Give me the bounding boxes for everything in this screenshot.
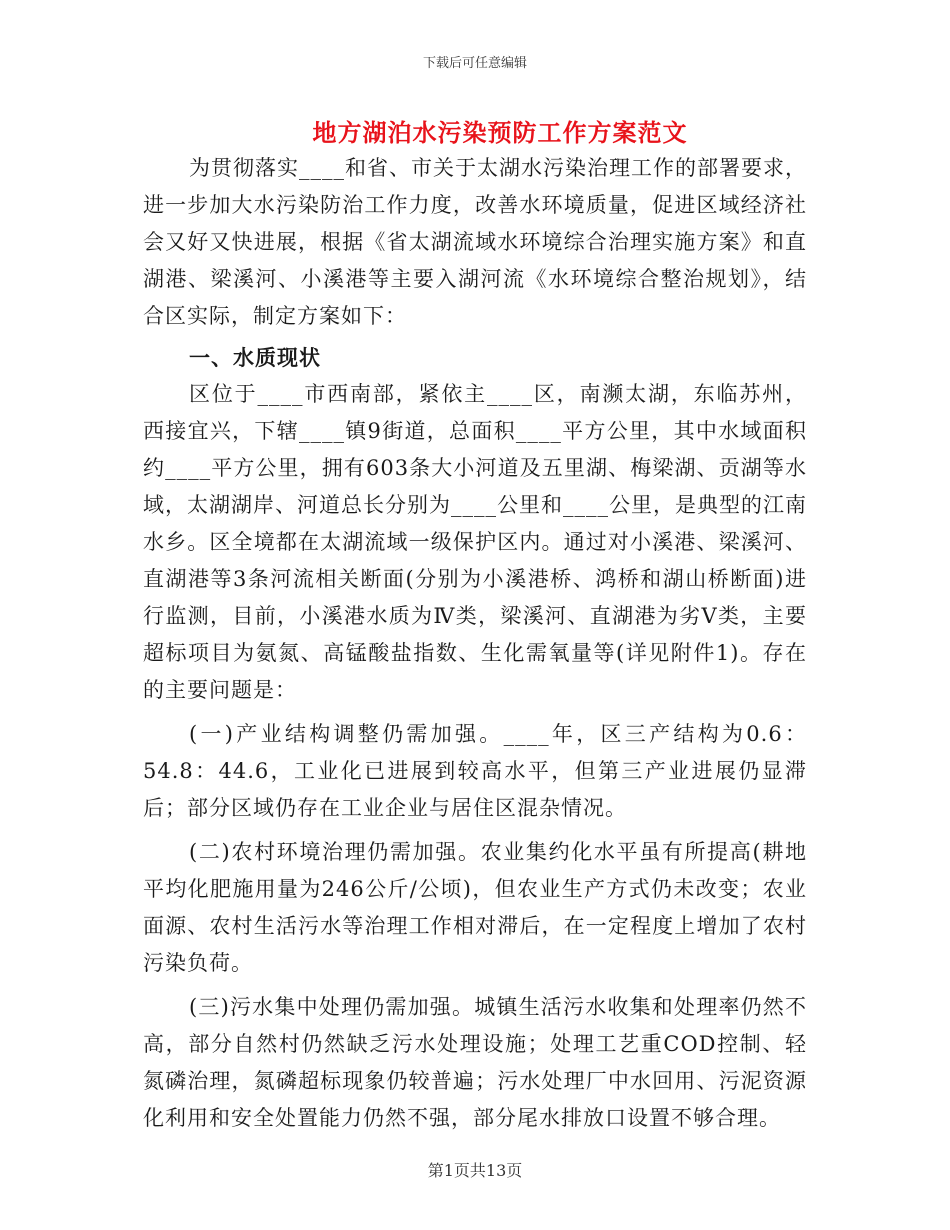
water-quality-paragraph: 区位于____市西南部，紧依主____区，南濒太湖，东临苏州，西接宜兴，下辖____镇9街道，总面积____平方公里，其中水域面积约____平方公里，拥有603条大小河道及五里湖、梅梁湖、贡湖等水域，太湖湖岸、河道总长分别为____公里和____公里，是典型的江南水乡。区全境都在太湖流域一级保护区内。通过对小溪港、梁溪河、直湖港等3条河流相关断面(分别为小溪港桥、鸿桥和湖山桥断面)进行监测，目前，小溪港水质为Ⅳ类，梁溪河、直湖港为劣Ⅴ类，主要超标项目为氨氮、高锰酸盐指数、生化需氧量等(详见附件1)。存在的主要问题是： — [143, 382, 807, 702]
document-title: 地方湖泊水污染预防工作方案范文 — [312, 118, 688, 147]
page-footer: 第1页共13页 — [427, 1161, 523, 1180]
problem-item-sewage: (三)污水集中处理仍需加强。城镇生活污水收集和处理率仍然不高，部分自然村仍然缺乏污水处理设施；处理工艺重COD控制、轻氮磷治理，氮磷超标现象仍较普遍；污水处理厂中水回用、污泥资源化利用和安全处置能力仍然不强，部分尾水排放口设置不够合理。 — [143, 995, 807, 1130]
problem-item-industry: (一)产业结构调整仍需加强。____年，区三产结构为0.6：54.8：44.6，工业化已进展到较高水平，但第三产业进展仍显滞后；部分区域仍存在工业企业与居住区混杂情况。 — [143, 722, 807, 820]
page-header-note: 下载后可任意编辑 — [422, 56, 527, 71]
document-body — [143, 150, 807, 1137]
intro-paragraph: 为贯彻落实____和省、市关于太湖水污染治理工作的部署要求，进一步加大水污染防治工作力度，改善水环境质量，促进区域经济社会又好又快进展，根据《省太湖流域水环境综合治理实施方案》和直湖港、梁溪河、小溪港等主要入湖河流《水环境综合整治规划》，结合区实际，制定方案如下： — [143, 156, 807, 328]
section-heading-water-quality: 一、水质现状 — [189, 345, 321, 370]
problem-item-rural: (二)农村环境治理仍需加强。农业集约化水平虽有所提高(耕地平均化肥施用量为246公斤/公顷)，但农业生产方式仍未改变；农业面源、农村生活污水等治理工作相对滞后，在一定程度上增加了农村污染负荷。 — [143, 840, 807, 975]
